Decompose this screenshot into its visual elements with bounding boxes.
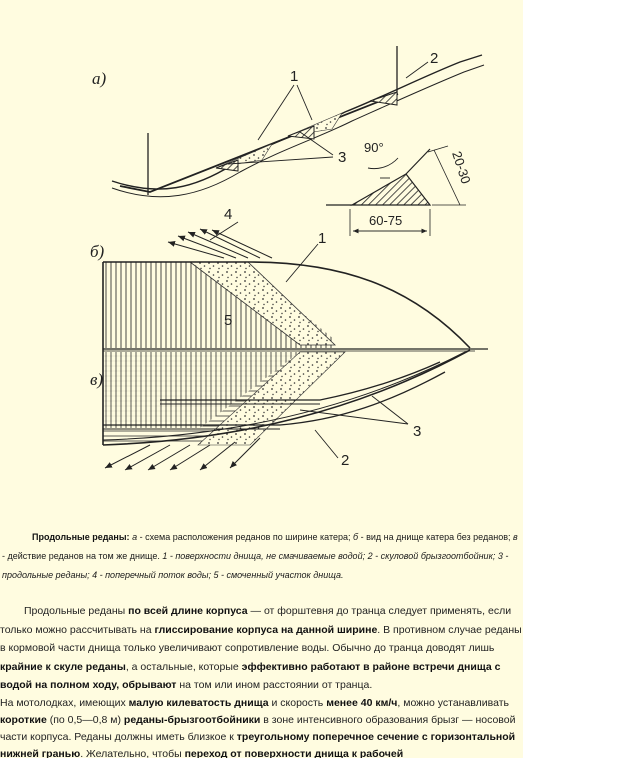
p1-bold-1: по всей длине корпуса [128,605,248,617]
p2-bold-2: менее 40 км/ч [326,696,398,709]
p2-bold-3: короткие [0,713,47,726]
p1-text-4: , а остальные, которые [125,660,239,673]
callout-1-b: 1 [318,230,327,247]
caption-lead: Продольные реданы: [32,532,130,542]
callout-3-v: 3 [413,423,422,440]
p2-bold-1: малую килеватость днища [128,696,269,709]
callout-4: 4 [224,206,233,223]
p2-bold-6: переход от поверхности днища к рабочей [184,747,404,758]
angle-label: 90° [364,140,384,155]
p2-text-3: , можно устанавливать [397,696,509,709]
p2-bold-4: реданы-брызгоотбойники [123,713,261,726]
p1-text-2: — от форштевня до транца следует применять, если только можно рассчитывать на [0,605,512,636]
callout-3-a: 3 [338,149,347,166]
p1-text-5: на том или ином расстоянии от транца. [179,679,373,691]
callout-2-a: 2 [430,50,439,67]
p1-bold-2: глиссирование корпуса на данной ширине [154,623,378,636]
caption-b-text: - вид на днище катера без реданов; [360,532,511,542]
p2-bold-5: треугольному поперечное сечение с горизонтальной нижней гранью [0,730,516,758]
p1-text-3: . В противном случае реданы в кормовой части днища только увеличивают сопротивление воды. Обычно до транца доводят лишь [0,623,522,654]
caption-legend: 1 - поверхности днища, не смачиваемые водой; 2 - скуловой брызгоотбойник; 3 - продольные реданы; 4 - поперечный поток воды; 5 - смоченный участок днища. [2,551,509,580]
p2-text-4: (по 0,5—0,8 м) [49,713,121,726]
p1-bold-3: крайние к скуле реданы [0,660,126,673]
callout-1-a: 1 [290,68,299,85]
caption-v-text: - действие реданов на том же днище. [2,551,160,561]
figure-caption [2,528,521,585]
caption-a-text: - схема расположения реданов по ширине катера; [139,532,351,542]
paragraph-2 [0,695,523,758]
p2-text-6: . Желательно, чтобы [80,747,182,758]
p1-text-1: Продольные реданы [24,605,126,617]
callout-2-v: 2 [341,452,350,469]
hull-plan-view [103,222,488,470]
panel-b-label: б) [90,242,105,261]
height-label: 20-30 [449,149,474,186]
caption-v-marker: в [513,532,518,542]
article-body [0,602,523,758]
caption-b-marker: б [353,532,359,542]
p2-text-1: На мотолодках, имеющих [0,696,126,709]
panel-v-label: в) [90,370,104,389]
paragraph-1 [0,602,523,695]
p2-text-5: в зоне интенсивного образования брызг — носовой части корпуса. Реданы должны иметь близкое к [0,713,516,743]
width-label: 60-75 [369,213,403,228]
callout-5: 5 [224,312,233,329]
caption-a-marker: а [132,532,138,542]
p1-bold-4: эффективно работают в районе встречи днища с водой на полном ходу, обрывают [0,660,501,691]
panel-a-label: а) [92,69,107,88]
p2-text-2: и скорость [271,696,324,709]
